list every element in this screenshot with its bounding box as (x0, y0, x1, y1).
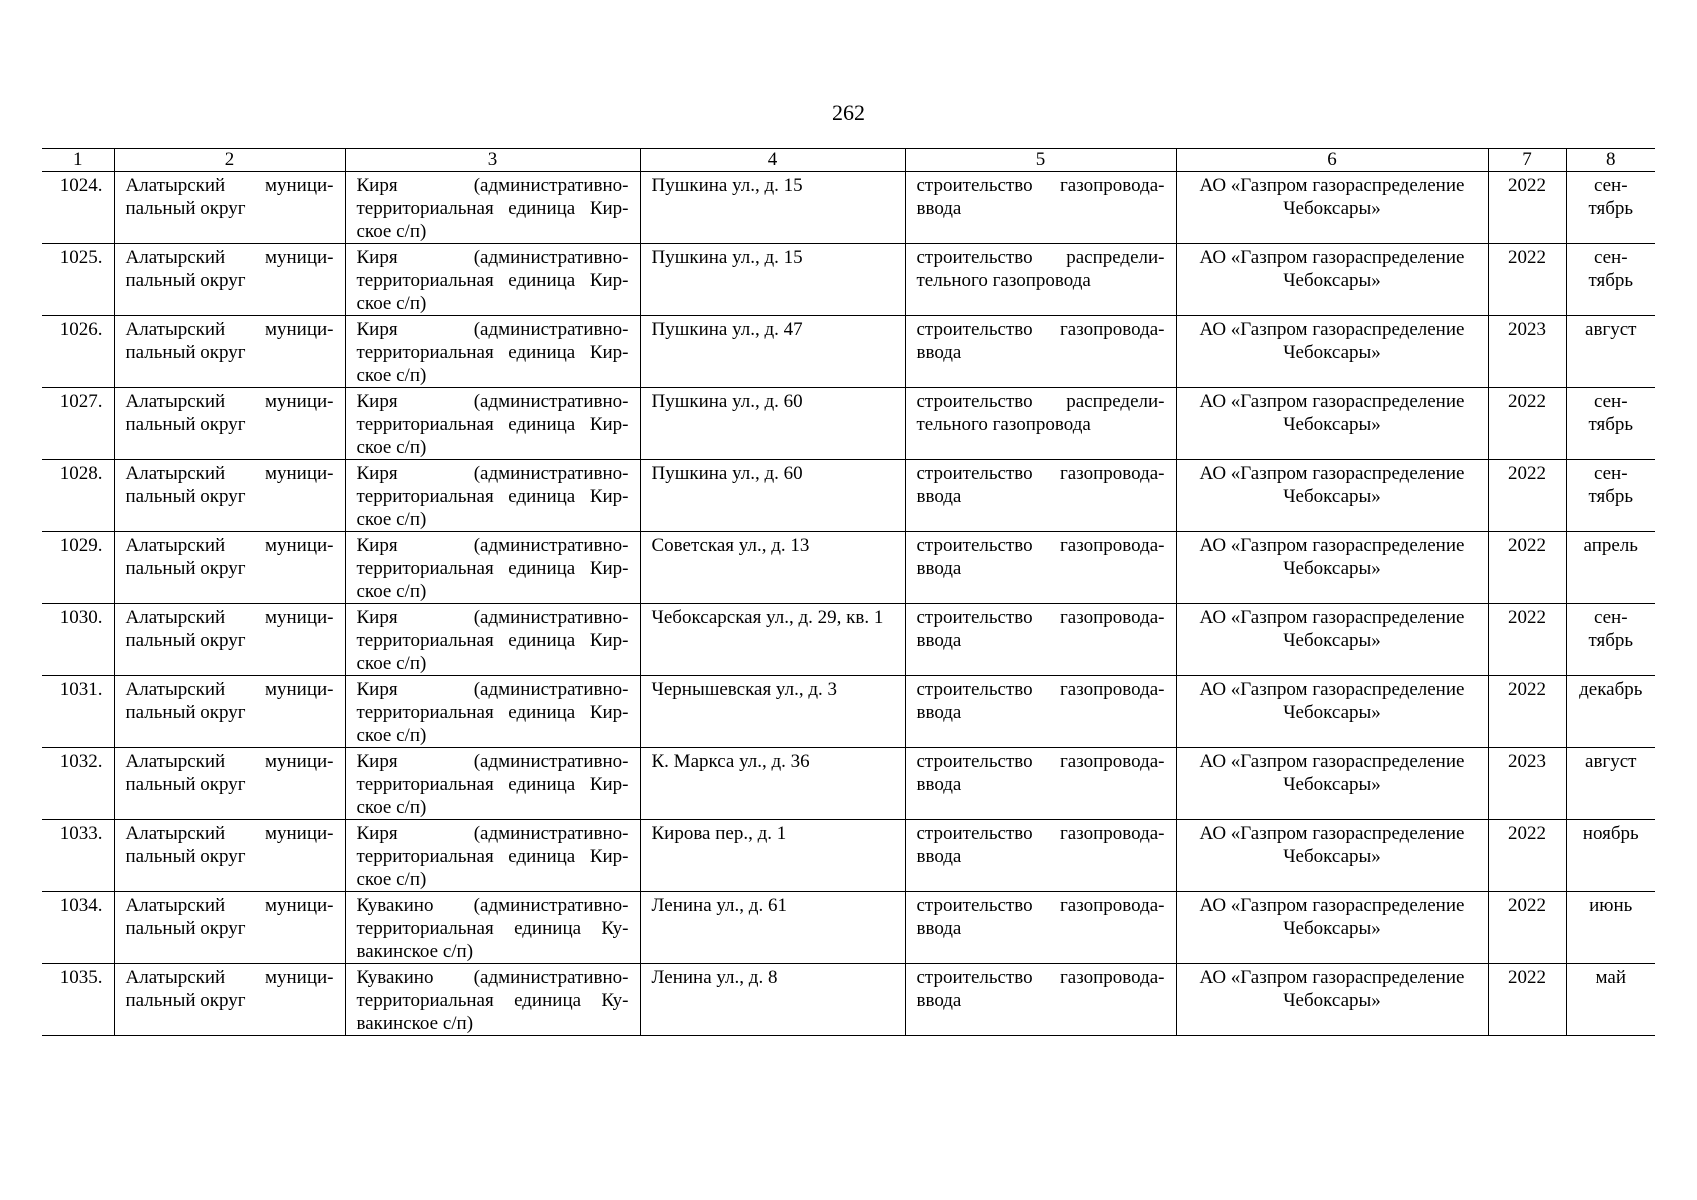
month-cell: май (1566, 964, 1655, 1036)
organization-cell: АО «Газпром газораспределение Чебоксары» (1176, 604, 1488, 676)
row-number-cell: 1035. (42, 964, 114, 1036)
column-header: 1 (42, 149, 114, 172)
year-cell: 2022 (1488, 892, 1566, 964)
locality-cell: Киря (административно- территориальная единица Кир- ское с/п) (345, 460, 640, 532)
district-cell: Алатырский муници- пальный округ (114, 820, 345, 892)
year-cell: 2023 (1488, 316, 1566, 388)
work-type-cell: строительство газопровода- ввода (905, 748, 1176, 820)
work-type-cell: строительство распредели- тельного газопровода (905, 388, 1176, 460)
table-row (42, 820, 1655, 892)
month-cell: август (1566, 316, 1655, 388)
table-row (42, 892, 1655, 964)
work-type-cell: строительство газопровода- ввода (905, 676, 1176, 748)
locality-cell: Киря (административно- территориальная единица Кир- ское с/п) (345, 820, 640, 892)
header-row (42, 149, 1655, 172)
month-cell: июнь (1566, 892, 1655, 964)
column-header: 6 (1176, 149, 1488, 172)
organization-cell: АО «Газпром газораспределение Чебоксары» (1176, 676, 1488, 748)
work-type-cell: строительство распредели- тельного газопровода (905, 244, 1176, 316)
district-cell: Алатырский муници- пальный округ (114, 964, 345, 1036)
address-cell: Пушкина ул., д. 15 (640, 244, 905, 316)
page-number: 262 (832, 100, 865, 125)
year-cell: 2022 (1488, 604, 1566, 676)
year-cell: 2022 (1488, 388, 1566, 460)
row-number-cell: 1026. (42, 316, 114, 388)
year-cell: 2022 (1488, 964, 1566, 1036)
month-cell: сен- тябрь (1566, 244, 1655, 316)
district-cell: Алатырский муници- пальный округ (114, 172, 345, 244)
district-cell: Алатырский муници- пальный округ (114, 316, 345, 388)
row-number-cell: 1029. (42, 532, 114, 604)
locality-cell: Киря (административно- территориальная единица Кир- ское с/п) (345, 532, 640, 604)
organization-cell: АО «Газпром газораспределение Чебоксары» (1176, 460, 1488, 532)
work-type-cell: строительство газопровода- ввода (905, 316, 1176, 388)
month-cell: ноябрь (1566, 820, 1655, 892)
district-cell: Алатырский муници- пальный округ (114, 892, 345, 964)
table-row (42, 748, 1655, 820)
year-cell: 2022 (1488, 676, 1566, 748)
year-cell: 2022 (1488, 172, 1566, 244)
address-cell: Ленина ул., д. 61 (640, 892, 905, 964)
year-cell: 2022 (1488, 244, 1566, 316)
row-number-cell: 1024. (42, 172, 114, 244)
locality-cell: Кувакино (административно- территориальная единица Ку- вакинское с/п) (345, 892, 640, 964)
table-row (42, 676, 1655, 748)
organization-cell: АО «Газпром газораспределение Чебоксары» (1176, 892, 1488, 964)
month-cell: сен- тябрь (1566, 460, 1655, 532)
month-cell: август (1566, 748, 1655, 820)
year-cell: 2022 (1488, 820, 1566, 892)
organization-cell: АО «Газпром газораспределение Чебоксары» (1176, 820, 1488, 892)
organization-cell: АО «Газпром газораспределение Чебоксары» (1176, 316, 1488, 388)
month-cell: апрель (1566, 532, 1655, 604)
work-type-cell: строительство газопровода- ввода (905, 532, 1176, 604)
month-cell: сен- тябрь (1566, 604, 1655, 676)
work-type-cell: строительство газопровода- ввода (905, 604, 1176, 676)
address-cell: Чернышевская ул., д. 3 (640, 676, 905, 748)
district-cell: Алатырский муници- пальный округ (114, 460, 345, 532)
month-cell: сен- тябрь (1566, 172, 1655, 244)
column-header: 7 (1488, 149, 1566, 172)
locality-cell: Киря (административно- территориальная единица Кир- ское с/п) (345, 676, 640, 748)
month-cell: сен- тябрь (1566, 388, 1655, 460)
locality-cell: Киря (административно- территориальная единица Кир- ское с/п) (345, 316, 640, 388)
table-row (42, 604, 1655, 676)
organization-cell: АО «Газпром газораспределение Чебоксары» (1176, 244, 1488, 316)
year-cell: 2022 (1488, 460, 1566, 532)
gasification-table (42, 148, 1655, 1036)
district-cell: Алатырский муници- пальный округ (114, 748, 345, 820)
district-cell: Алатырский муници- пальный округ (114, 604, 345, 676)
district-cell: Алатырский муници- пальный округ (114, 388, 345, 460)
column-header: 5 (905, 149, 1176, 172)
row-number-cell: 1032. (42, 748, 114, 820)
locality-cell: Кувакино (административно- территориальная единица Ку- вакинское с/п) (345, 964, 640, 1036)
locality-cell: Киря (административно- территориальная единица Кир- ское с/п) (345, 388, 640, 460)
work-type-cell: строительство газопровода- ввода (905, 460, 1176, 532)
column-header: 3 (345, 149, 640, 172)
row-number-cell: 1031. (42, 676, 114, 748)
organization-cell: АО «Газпром газораспределение Чебоксары» (1176, 748, 1488, 820)
organization-cell: АО «Газпром газораспределение Чебоксары» (1176, 964, 1488, 1036)
year-cell: 2022 (1488, 532, 1566, 604)
row-number-cell: 1025. (42, 244, 114, 316)
year-cell: 2023 (1488, 748, 1566, 820)
district-cell: Алатырский муници- пальный округ (114, 244, 345, 316)
row-number-cell: 1033. (42, 820, 114, 892)
table-row (42, 964, 1655, 1036)
table-row (42, 244, 1655, 316)
work-type-cell: строительство газопровода- ввода (905, 892, 1176, 964)
locality-cell: Киря (административно- территориальная единица Кир- ское с/п) (345, 748, 640, 820)
address-cell: Ленина ул., д. 8 (640, 964, 905, 1036)
column-header: 4 (640, 149, 905, 172)
table-row (42, 316, 1655, 388)
organization-cell: АО «Газпром газораспределение Чебоксары» (1176, 172, 1488, 244)
district-cell: Алатырский муници- пальный округ (114, 532, 345, 604)
column-header: 8 (1566, 149, 1655, 172)
address-cell: Пушкина ул., д. 15 (640, 172, 905, 244)
row-number-cell: 1030. (42, 604, 114, 676)
address-cell: Чебоксарская ул., д. 29, кв. 1 (640, 604, 905, 676)
locality-cell: Киря (административно- территориальная единица Кир- ское с/п) (345, 604, 640, 676)
locality-cell: Киря (административно- территориальная единица Кир- ское с/п) (345, 172, 640, 244)
locality-cell: Киря (административно- территориальная единица Кир- ское с/п) (345, 244, 640, 316)
address-cell: Пушкина ул., д. 47 (640, 316, 905, 388)
address-cell: К. Маркса ул., д. 36 (640, 748, 905, 820)
table-row (42, 172, 1655, 244)
organization-cell: АО «Газпром газораспределение Чебоксары» (1176, 388, 1488, 460)
organization-cell: АО «Газпром газораспределение Чебоксары» (1176, 532, 1488, 604)
work-type-cell: строительство газопровода- ввода (905, 820, 1176, 892)
table-row (42, 388, 1655, 460)
table-row (42, 460, 1655, 532)
address-cell: Пушкина ул., д. 60 (640, 460, 905, 532)
work-type-cell: строительство газопровода- ввода (905, 964, 1176, 1036)
address-cell: Пушкина ул., д. 60 (640, 388, 905, 460)
month-cell: декабрь (1566, 676, 1655, 748)
row-number-cell: 1027. (42, 388, 114, 460)
district-cell: Алатырский муници- пальный округ (114, 676, 345, 748)
table-row (42, 532, 1655, 604)
address-cell: Советская ул., д. 13 (640, 532, 905, 604)
address-cell: Кирова пер., д. 1 (640, 820, 905, 892)
work-type-cell: строительство газопровода- ввода (905, 172, 1176, 244)
column-header: 2 (114, 149, 345, 172)
row-number-cell: 1028. (42, 460, 114, 532)
row-number-cell: 1034. (42, 892, 114, 964)
